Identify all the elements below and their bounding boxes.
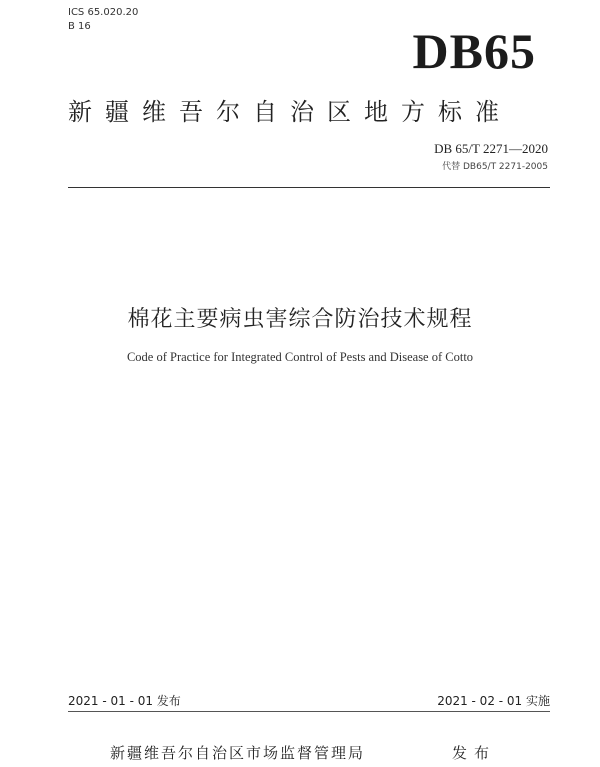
issue-label: 发布 [452,744,497,762]
document-title-en: Code of Practice for Integrated Control of Pests and Disease of Cotto [126,350,474,364]
footer-divider [68,711,550,712]
ccs-code: B 16 [68,21,91,32]
standard-brand-logo: DB65 [412,23,536,79]
classification-codes [68,6,138,34]
header-divider [68,187,550,188]
ics-code: ICS 65.020.20 [68,7,139,18]
standard-number: DB 65/T 2271—2020 [434,141,548,156]
publish-date: 2021 - 01 - 01 发布 [68,694,181,708]
document-title-cn: 棉花主要病虫害综合防治技术规程 [127,307,473,332]
issuing-authority: 新疆维吾尔自治区市场监督管理局 [110,744,366,762]
implement-date: 2021 - 02 - 01 实施 [437,694,550,708]
standard-type-heading: 新疆维吾尔自治区地方标准 [68,98,512,126]
replaces-standard: 代替 DB65/T 2271-2005 [442,162,548,172]
